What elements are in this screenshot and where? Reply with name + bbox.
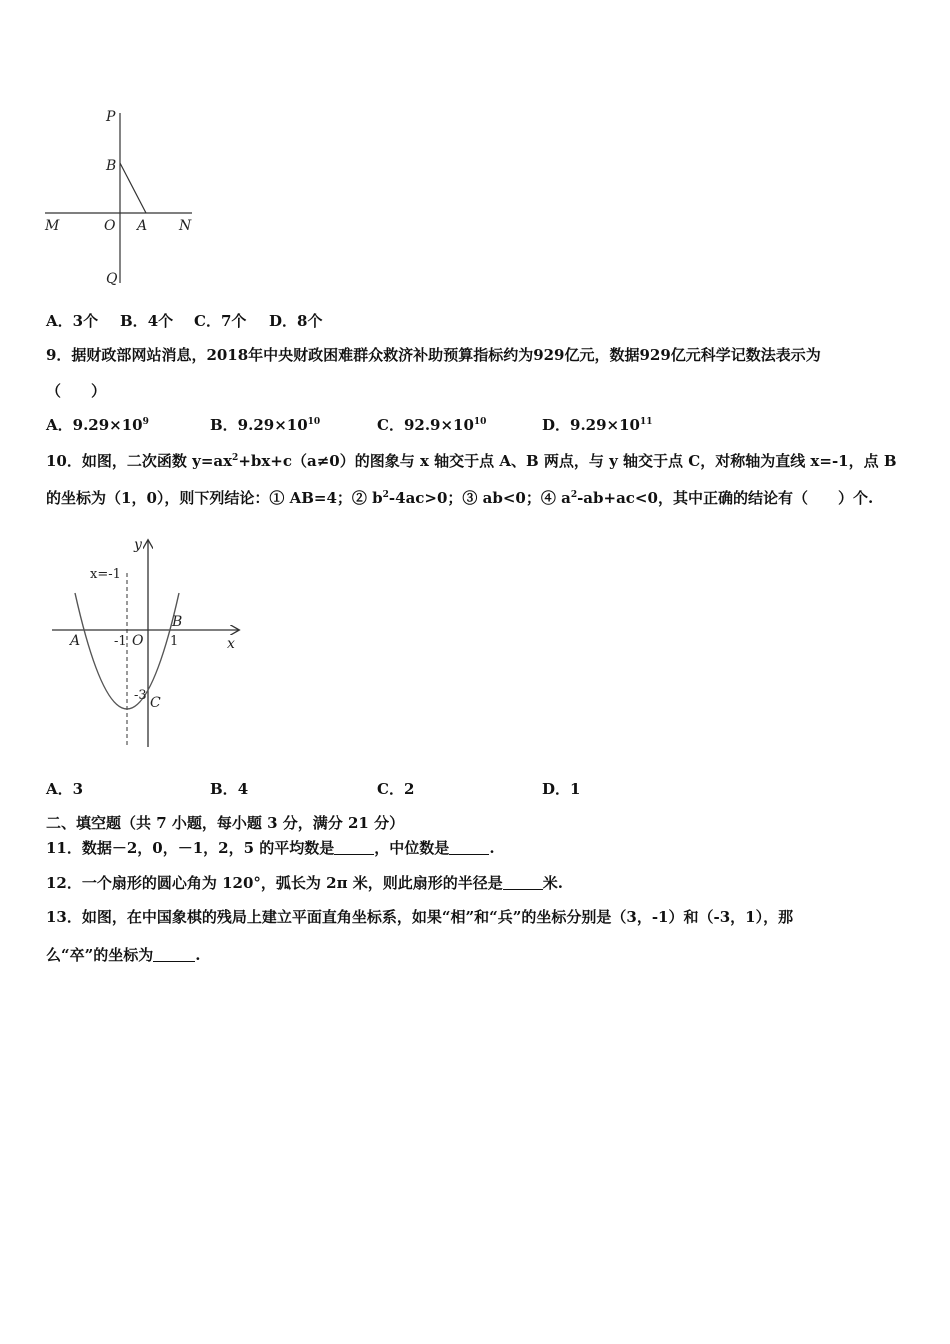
label-p: P bbox=[106, 109, 116, 125]
tick-neg3-label: -3 bbox=[134, 688, 147, 703]
q8-option-c[interactable]: C．7个 bbox=[194, 312, 247, 330]
segment-ba bbox=[120, 163, 146, 213]
q8-option-b[interactable]: B．4个 bbox=[120, 312, 174, 330]
tick-1-label: 1 bbox=[170, 634, 179, 649]
q8-option-a[interactable]: A．3个 bbox=[46, 312, 99, 330]
q10-option-c[interactable]: C．2 bbox=[377, 780, 415, 798]
label-o: O bbox=[104, 218, 116, 234]
symmetry-axis-label: x=-1 bbox=[90, 567, 121, 582]
point-a-label: A bbox=[70, 633, 81, 649]
q12-blank-radius[interactable] bbox=[503, 875, 543, 890]
q9-stem-line1: 9．据财政部网站消息，2018年中央财政困难群众救济补助预算指标约为929亿元，数据929亿元科学记数法表示为 bbox=[46, 346, 821, 364]
point-b-label: B bbox=[172, 614, 183, 630]
q13-blank-coordinate[interactable] bbox=[153, 947, 195, 962]
label-a: A bbox=[137, 218, 148, 234]
q9-stem-line2: （ ） bbox=[46, 382, 107, 400]
label-m: M bbox=[45, 218, 60, 234]
q11-blank-mean[interactable] bbox=[334, 840, 374, 855]
section-title: 二、填空题（共 7 小题，每小题 3 分，满分 21 分） bbox=[46, 814, 405, 832]
q9-option-c[interactable]: C．$92.9\times 10^{10}$ bbox=[377, 416, 487, 434]
q13-stem-line2: 么“卒”的坐标为 . bbox=[46, 946, 201, 964]
q10-stem-line1: 10．如图，二次函数 $y=ax^2+bx+c(a\ne 0)$的图象与 x 轴交于点 A、B 两点，与 y 轴交于点 C，对称轴为直线 x=-1，点 B bbox=[46, 452, 897, 470]
x-axis-label: x bbox=[227, 636, 235, 652]
parabola-figure bbox=[48, 535, 248, 755]
q10-stem-line2: 的坐标为（1，0），则下列结论：① AB=4；② $b^2-4ac>0$；③ ab<0；④ $a^2-ab+ac<0$，其中正确的结论有（ ）个. bbox=[46, 489, 874, 507]
q11-blank-median[interactable] bbox=[449, 840, 489, 855]
q9-option-a[interactable]: A．$9.29\times 10^9$ bbox=[46, 416, 149, 434]
q12-stem: 12．一个扇形的圆心角为 120°，弧长为 2π 米，则此扇形的半径是 米. bbox=[46, 874, 564, 892]
label-q: Q bbox=[106, 271, 118, 287]
q10-option-b[interactable]: B．4 bbox=[210, 780, 249, 798]
q9-option-d[interactable]: D．$9.29\times 10^{11}$ bbox=[542, 416, 653, 434]
geometry-figure bbox=[40, 105, 200, 290]
label-b: B bbox=[106, 158, 117, 174]
origin-label: O bbox=[132, 633, 144, 649]
y-axis-label: y bbox=[134, 537, 142, 553]
tick-neg1-label: -1 bbox=[114, 634, 127, 649]
q9-option-b[interactable]: B．$9.29\times 10^{10}$ bbox=[210, 416, 321, 434]
label-n: N bbox=[179, 218, 192, 234]
q11-stem: 11．数据－2，0，－1，2，5 的平均数是 ，中位数是 . bbox=[46, 839, 495, 857]
q10-option-a[interactable]: A．3 bbox=[46, 780, 84, 798]
q13-stem-line1: 13．如图，在中国象棋的残局上建立平面直角坐标系，如果“相”和“兵”的坐标分别是（3，-1）和（-3，1），那 bbox=[46, 908, 794, 926]
q10-option-d[interactable]: D．1 bbox=[542, 780, 581, 798]
point-c-label: C bbox=[150, 695, 161, 711]
q8-option-d[interactable]: D．8个 bbox=[269, 312, 323, 330]
